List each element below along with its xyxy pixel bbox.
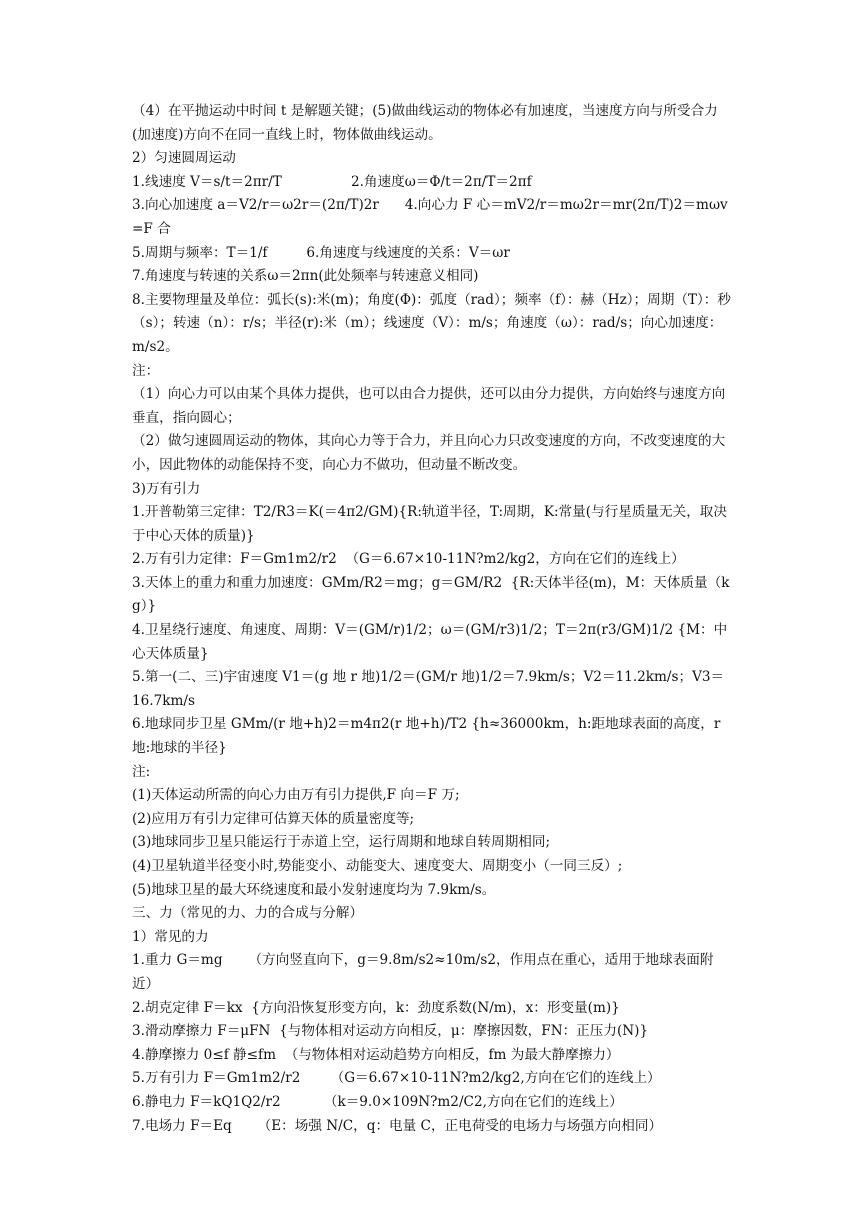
note-item: （2）做匀速圆周运动的物体，其向心力等于合力，并且向心力只改变速度的方向，不改变速度的大小，因此物体的动能保持不变，向心力不做功，但动量不断改变。 bbox=[132, 433, 726, 473]
note-item: (3)地球同步卫星只能运行于赤道上空，运行周期和地球自转周期相同; bbox=[132, 834, 551, 851]
note-item: (1)天体运动所需的向心力由万有引力提供,F 向＝F 万; bbox=[132, 787, 460, 804]
formula-line: 6.静电力 F＝kQ1Q2/r2 （k＝9.0×109N?m2/C2,方向在它们的连线上） bbox=[132, 1093, 623, 1110]
note-item: (5)地球卫星的最大环绕速度和最小发射速度均为 7.9km/s。 bbox=[132, 881, 496, 898]
formula-line: 4.卫星绕行速度、角速度、周期：V＝(GM/r)1/2；ω＝(GM/r3)1/2；T＝2π(r3/GM)1/2 {M：中心天体质量} bbox=[132, 622, 728, 662]
section-heading-circular-motion: 2）匀速圆周运动 bbox=[132, 150, 236, 167]
document-body bbox=[132, 100, 732, 1138]
formula-line: 1.开普勒第三定律：T2/R3＝K(＝4π2/GM){R:轨道半径，T:周期，K:常量(与行星质量无关，取决于中心天体的质量)} bbox=[132, 504, 727, 544]
formula-line: 5.周期与频率：T＝1/f 6.角速度与线速度的关系：V＝ωr bbox=[132, 244, 510, 261]
units-paragraph: 8.主要物理量及单位：弧长(s):米(m)；角度(Φ)：弧度（rad）；频率（f）：赫（Hz）；周期（T）：秒（s）；转速（n）：r/s；半径(r):米（m）；线速度（V）：m/s；角速度（ω）：rad/s；向心加速度：m/s2。 bbox=[132, 291, 731, 355]
formula-line: 6.地球同步卫星 GMm/(r 地+h)2＝m4π2(r 地+h)/T2 {h≈36000km，h:距地球表面的高度，r地:地球的半径} bbox=[132, 716, 721, 757]
paragraph-projectile-notes: （4）在平抛运动中时间 t 是解题关键；(5)做曲线运动的物体必有加速度，当速度方向与所受合力(加速度)方向不在同一直线上时，物体做曲线运动。 bbox=[132, 103, 718, 143]
formula-line: 3.天体上的重力和重力加速度：GMm/R2＝mg；g＝GM/R2 {R:天体半径(m)，M：天体质量（kg）} bbox=[132, 574, 730, 615]
note-item: （1）向心力可以由某个具体力提供，也可以由合力提供，还可以由分力提供，方向始终与速度方向垂直，指向圆心； bbox=[132, 386, 726, 426]
note-heading: 注: bbox=[132, 763, 151, 780]
formula-line: 1.线速度 V＝s/t＝2πr/T 2.角速度ω＝Φ/t＝2π/T＝2πf bbox=[132, 173, 532, 190]
formula-line: 2.万有引力定律：F＝Gm1m2/r2 （G＝6.67×10-11N?m2/kg2，方向在它们的连线上） bbox=[132, 551, 685, 568]
formula-line: 3.滑动摩擦力 F＝μFN {与物体相对运动方向相反，μ：摩擦因数，FN：正压力(N)} bbox=[132, 1023, 649, 1040]
formula-line: 2.胡克定律 F＝kx {方向沿恢复形变方向，k：劲度系数(N/m)，x：形变量(m)} bbox=[132, 999, 620, 1016]
section-heading-common-forces: 1）常见的力 bbox=[132, 928, 209, 945]
note-item: (4)卫星轨道半径变小时,势能变小、动能变大、速度变大、周期变小（一同三反）; bbox=[132, 858, 623, 874]
chapter-heading-force: 三、力（常见的力、力的合成与分解） bbox=[132, 905, 364, 922]
formula-line: 5.万有引力 F＝Gm1m2/r2 （G＝6.67×10-11N?m2/kg2,方向在它们的连线上） bbox=[132, 1070, 661, 1087]
section-heading-gravitation: 3)万有引力 bbox=[132, 480, 201, 497]
note-heading: 注： bbox=[132, 362, 160, 379]
formula-line: 3.向心加速度 a＝V2/r＝ω2r＝(2π/T)2r 4.向心力 F 心＝mV2/r＝mω2r＝mr(2π/T)2＝mωv=F 合 bbox=[132, 197, 728, 237]
formula-line: 1.重力 G＝mg （方向竖直向下，g＝9.8m/s2≈10m/s2，作用点在重心，适用于地球表面附近） bbox=[132, 952, 714, 992]
formula-line: 4.静摩擦力 0≤f 静≤fm （与物体相对运动趋势方向相反，fm 为最大静摩擦力） bbox=[132, 1046, 620, 1063]
formula-line: 5.第一(二、三)宇宙速度 V1＝(g 地 r 地)1/2＝(GM/r 地)1/2＝7.9km/s；V2＝11.2km/s；V3＝16.7km/s bbox=[132, 669, 725, 709]
note-item: (2)应用万有引力定律可估算天体的质量密度等; bbox=[132, 810, 415, 827]
formula-line: 7.电场力 F＝Eq （E：场强 N/C，q：电量 C，正电荷受的电场力与场强方向相同） bbox=[132, 1117, 663, 1134]
formula-line: 7.角速度与转速的关系ω＝2πn(此处频率与转速意义相同) bbox=[132, 268, 479, 285]
